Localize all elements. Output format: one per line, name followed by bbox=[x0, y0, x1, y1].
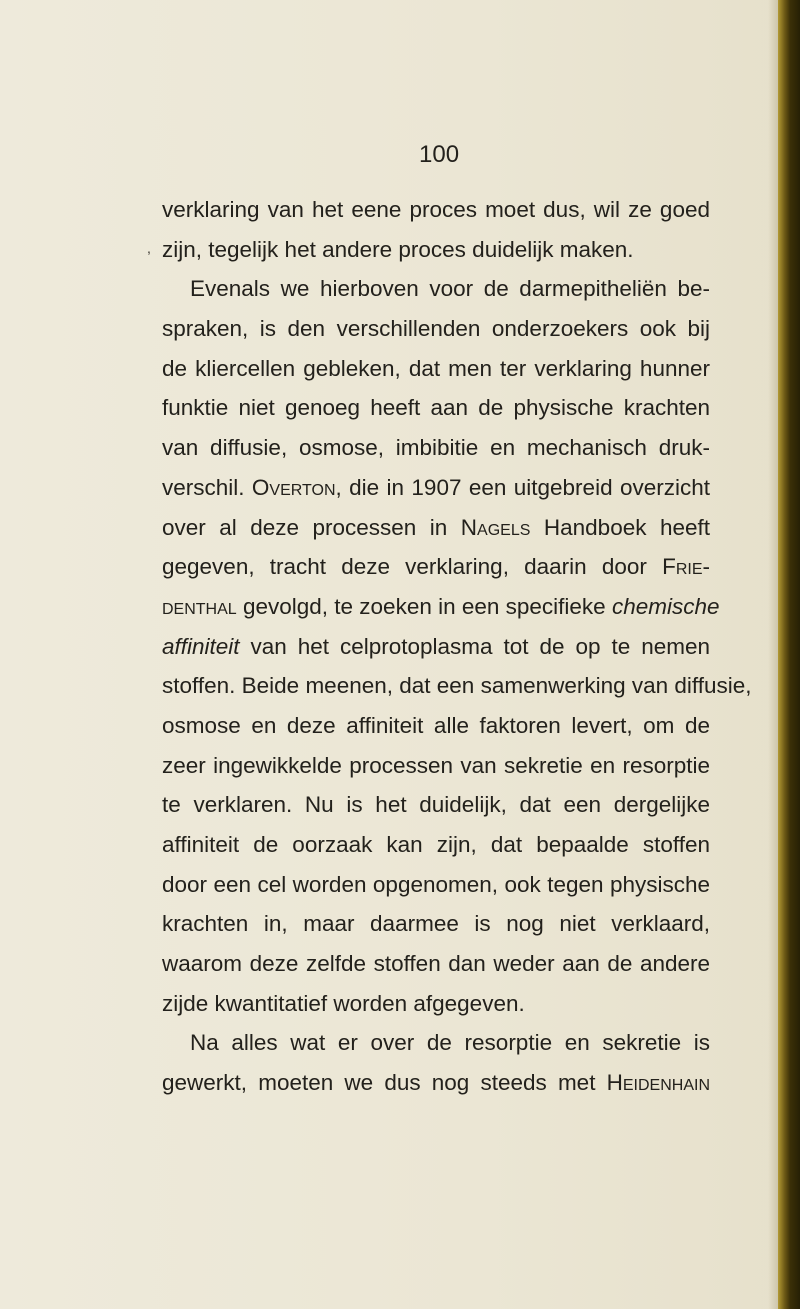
text-fragment: gegeven, tracht deze verklaring, daarin door bbox=[162, 554, 647, 580]
text-line-1: verklaring van het eene proces moet dus, wil ze goed bbox=[162, 197, 710, 222]
page-edge-shadow bbox=[768, 0, 778, 1309]
text-line-19: krachten in, maar daarmee is nog niet verklaard, bbox=[162, 911, 710, 937]
text-line-3: Evenals we hierboven voor de darmepitheliën be- bbox=[190, 276, 710, 302]
text-line-12 bbox=[162, 627, 710, 667]
body-text bbox=[162, 190, 752, 1103]
text-fragment: over al deze processen in bbox=[162, 514, 448, 540]
author-name-overton: Overton bbox=[251, 474, 336, 500]
text-line-4: spraken, is den verschillenden onderzoekers ook bij bbox=[162, 316, 710, 342]
text-line-2: zijn, tegelijk het andere proces duidelijk maken. bbox=[162, 236, 634, 262]
text-line-23 bbox=[162, 1063, 710, 1103]
text-line-17: affiniteit de oorzaak kan zijn, dat bepaalde stoffen bbox=[162, 832, 710, 857]
text-line-16: te verklaren. Nu is het duidelijk, dat een dergelijke bbox=[162, 792, 710, 818]
text-line-8 bbox=[162, 468, 710, 508]
author-name-friedenthal-part1: Frie- bbox=[662, 554, 710, 580]
text-line-21: zijde kwantitatief worden afgegeven. bbox=[162, 990, 525, 1016]
text-line-15: zeer ingewikkelde processen van sekretie en resorptie bbox=[162, 752, 710, 778]
text-line-10 bbox=[162, 547, 710, 587]
text-line-5: de kliercellen gebleken, dat men ter verklaring hunner bbox=[162, 355, 710, 381]
stray-mark: , bbox=[147, 240, 151, 256]
text-fragment: gewerkt, moeten we dus nog steeds met bbox=[162, 1070, 596, 1096]
page-edge-binding bbox=[778, 0, 800, 1309]
author-name-friedenthal-part2: denthal bbox=[162, 593, 237, 619]
text-line-13: stoffen. Beide meenen, dat een samenwerking van diffusie, bbox=[162, 673, 752, 699]
text-fragment: Handboek heeft bbox=[543, 514, 710, 540]
text-fragment: van het celprotoplasma tot de op te nemen bbox=[250, 633, 710, 659]
text-fragment: verschil. bbox=[162, 474, 245, 500]
italic-term-affiniteit: affiniteit bbox=[162, 633, 240, 659]
author-name-heidenhain: Heidenhain bbox=[606, 1070, 710, 1096]
page-number: 100 bbox=[419, 141, 460, 168]
text-line-9 bbox=[162, 508, 710, 548]
text-fragment: gevolgd, te zoeken in een specifieke bbox=[242, 593, 606, 619]
text-line-18: door een cel worden opgenomen, ook tegen physische bbox=[162, 871, 710, 897]
author-name-nagels: Nagels bbox=[460, 514, 531, 540]
italic-term-chemische: chemische bbox=[611, 593, 720, 619]
text-line-7: van diffusie, osmose, imbibitie en mechanisch druk- bbox=[162, 435, 710, 461]
text-line-14: osmose en deze affiniteit alle faktoren levert, om de bbox=[162, 712, 710, 738]
text-fragment: , die in 1907 een uitgebreid overzicht bbox=[335, 474, 710, 500]
text-line-6: funktie niet genoeg heeft aan de physische krachten bbox=[162, 395, 710, 421]
text-line-22: Na alles wat er over de resorptie en sekretie is bbox=[190, 1030, 710, 1056]
text-line-20: waarom deze zelfde stoffen dan weder aan de andere bbox=[162, 951, 710, 977]
text-line-11 bbox=[162, 587, 720, 627]
